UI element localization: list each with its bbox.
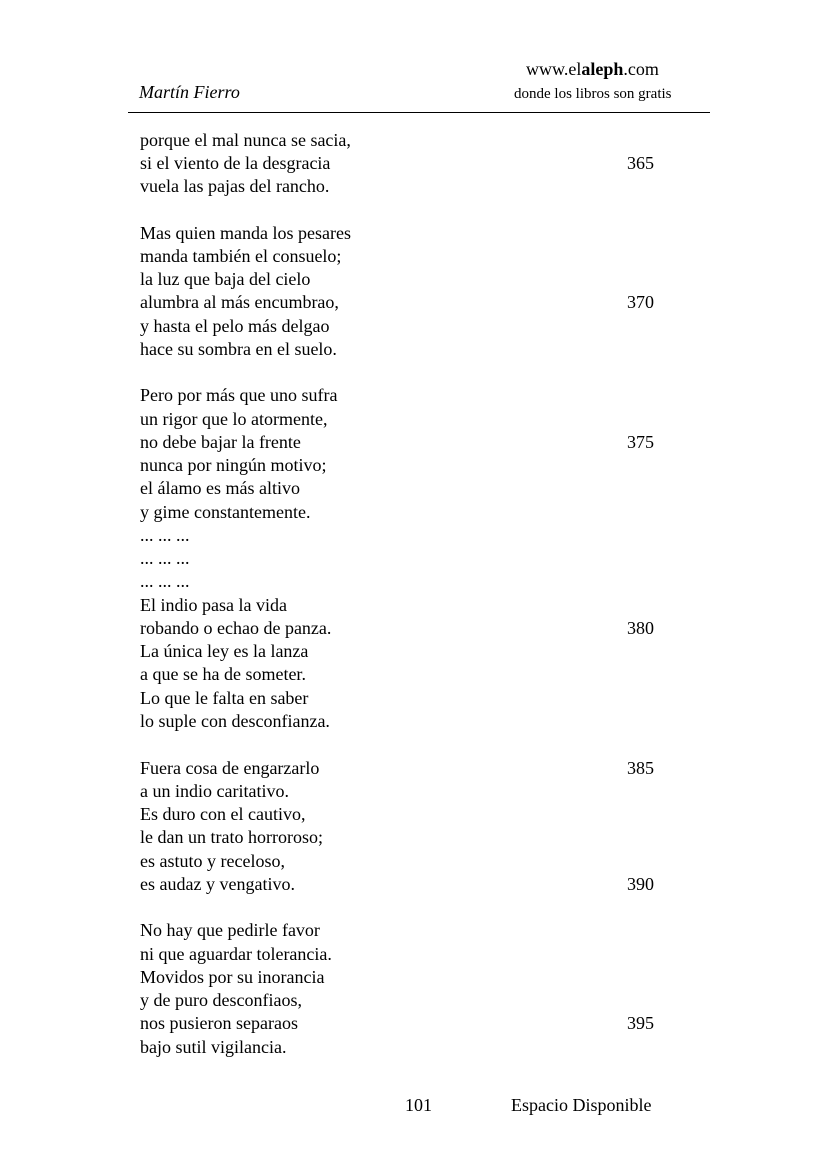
poem-line: y gime constantemente. <box>140 502 311 522</box>
poem-line: a un indio caritativo. <box>140 781 289 801</box>
poem-line: Pero por más que uno sufra <box>140 385 338 405</box>
verse-number: 395 <box>627 1013 654 1033</box>
site-url <box>526 58 659 80</box>
poem-line: un rigor que lo atormente, <box>140 409 328 429</box>
poem-line: porque el mal nunca se sacia, <box>140 130 351 150</box>
page-number: 101 <box>405 1095 432 1115</box>
ellipsis-line: ... ... ... <box>140 525 190 545</box>
poem-line: bajo sutil vigilancia. <box>140 1037 287 1057</box>
poem-line: el álamo es más altivo <box>140 478 300 498</box>
poem-line: nos pusieron separaos <box>140 1013 298 1033</box>
book-title: Martín Fierro <box>139 82 240 102</box>
poem-line: vuela las pajas del rancho. <box>140 176 330 196</box>
poem-line: alumbra al más encumbrao, <box>140 292 339 312</box>
verse-number: 380 <box>627 618 654 638</box>
header-rule <box>128 112 710 113</box>
poem-line: si el viento de la desgracia <box>140 153 331 173</box>
poem-line: es audaz y vengativo. <box>140 874 295 894</box>
verse-number: 370 <box>627 292 654 312</box>
poem-line: a que se ha de someter. <box>140 664 306 684</box>
poem-line: la luz que baja del cielo <box>140 269 311 289</box>
ellipsis-line: ... ... ... <box>140 548 190 568</box>
poem-line: lo suple con desconfianza. <box>140 711 330 731</box>
poem-line: es astuto y receloso, <box>140 851 285 871</box>
poem-line: Movidos por su inorancia <box>140 967 325 987</box>
poem-line: Mas quien manda los pesares <box>140 223 351 243</box>
poem-line: La única ley es la lanza <box>140 641 309 661</box>
poem-line: robando o echao de panza. <box>140 618 332 638</box>
poem-line: ni que aguardar tolerancia. <box>140 944 332 964</box>
poem-line: Fuera cosa de engarzarlo <box>140 758 320 778</box>
poem-line: El indio pasa la vida <box>140 595 287 615</box>
footer-text: Espacio Disponible <box>511 1095 652 1115</box>
verse-number: 385 <box>627 758 654 778</box>
verse-number: 365 <box>627 153 654 173</box>
verse-number: 390 <box>627 874 654 894</box>
poem-line: nunca por ningún motivo; <box>140 455 327 475</box>
site-prefix: www.el <box>526 59 582 79</box>
poem-line: No hay que pedirle favor <box>140 920 320 940</box>
poem-line: Lo que le falta en saber <box>140 688 309 708</box>
verse-number: 375 <box>627 432 654 452</box>
site-tagline: donde los libros son gratis <box>514 86 672 102</box>
poem-line: no debe bajar la frente <box>140 432 301 452</box>
ellipsis-line: ... ... ... <box>140 571 190 591</box>
poem-line: y de puro desconfiaos, <box>140 990 302 1010</box>
poem-line: le dan un trato horroroso; <box>140 827 323 847</box>
poem-line: Es duro con el cautivo, <box>140 804 306 824</box>
site-name-bold: aleph <box>581 59 624 79</box>
poem-line: manda también el consuelo; <box>140 246 342 266</box>
poem-line: y hasta el pelo más delgao <box>140 316 330 336</box>
poem-line: hace su sombra en el suelo. <box>140 339 337 359</box>
site-suffix: .com <box>623 59 659 79</box>
